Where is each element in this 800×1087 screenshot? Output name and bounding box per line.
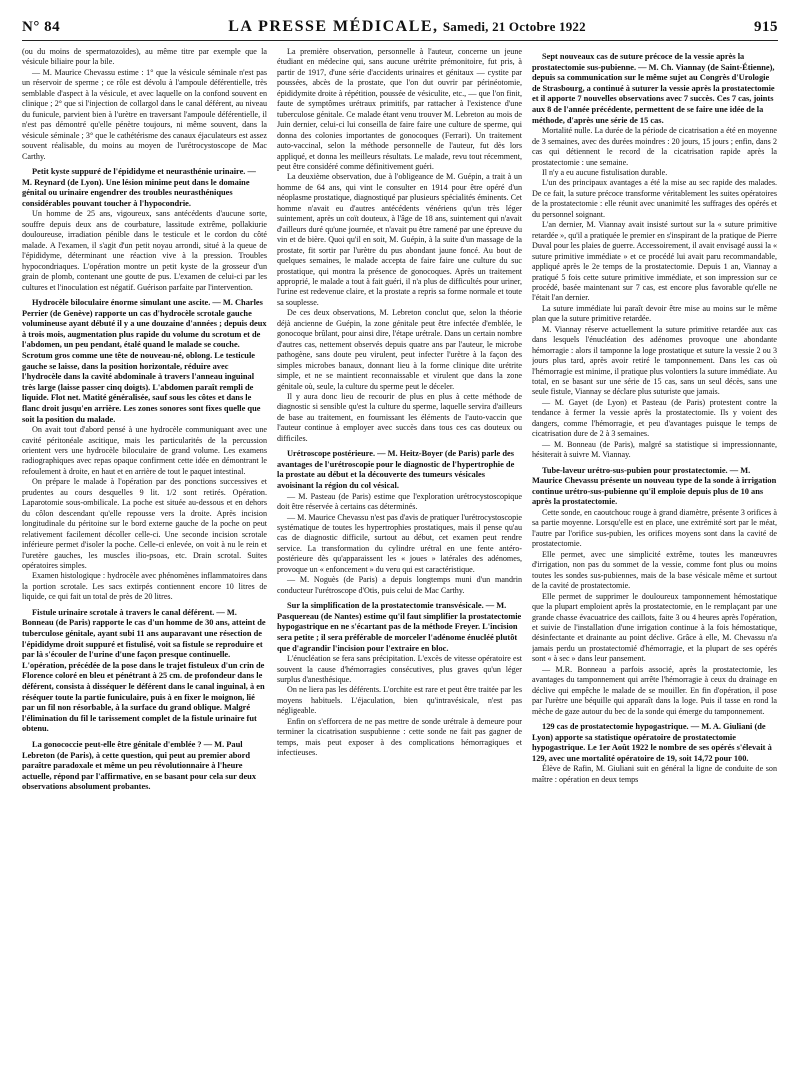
issue-number: N° 84 <box>22 19 61 35</box>
section-heading-paragraph: Fistule urinaire scrotale à travers le canal déférent. — M. Bonneau (de Paris) rapporte le cas d'un homme de 30 ans, atteint de tuberculose génitale, ayant subi 11 ans auparavant une résection de l'épididyme droit suppuré et fistulisé, voit sa fistule se reproduire et par là s'écouler de l'urine d'une façon presque continuelle. L'opération, précédée de la pose dans le trajet fistuleux d'un crin de Florence coloré en bleu et pénétrant à 25 cm. de profondeur dans le déférent, consista à disséquer le déférent dans le canal inguinal, à en réséquer toute la partie funiculaire, puis à en fixer le moignon, lié par un fil non résorbable, à la surface du grand oblique. Malgré l'élimination du fil le tarissement complet de la fistule urinaire fut obtenu. <box>22 607 266 734</box>
paragraph: Il n'y a eu aucune fistulisation durable. <box>542 167 668 177</box>
paragraph: — M.R. Bonneau a parfois associé, après la prostatectomie, les avantages du tamponnement qui arrête l'hémorragie à ceux du drainage en déclive qui empêche le malade de se mouiller. En fin d'opération, il pose par l'urètre une béquille qui apparaît dans la loge. Puis il tasse en rond la mèche de gaze autour du bec de la sonde qui émerge du tamponnement. <box>532 664 777 716</box>
masthead <box>22 18 778 41</box>
page-number: 915 <box>753 19 778 35</box>
paragraph: On ne liera pas les déférents. L'orchite est rare et peut être traitée par les moyens habituels. L'éjaculation, bien qu'intravésicale, n'est pas négligeable. <box>277 685 522 716</box>
section-heading-paragraph: Petit kyste suppuré de l'épididyme et neurasthénie urinaire. — M. Reynard (de Lyon). Une lésion minime peut dans le domaine génital ou urinaire engendrer des troubles neurasthéniques considérables pouvant toucher à l'hypocondrie. <box>22 166 256 208</box>
section-heading-paragraph: La gonococcie peut-elle être génitale d'emblée ? — M. Paul Lebreton (de Paris), à cette question, qui peut au premier abord paraître paradoxale et même un peu révolutionnaire à l'heure actuelle, répond par l'affirmative, en se basant pour cela sur deux observations absolument probantes. <box>22 739 257 792</box>
paragraph: On avait tout d'abord pensé à une hydrocèle communiquant avec une cavité péritonéale ascitique, mais les particularités de la percussion orientent vers une hydrocèle biloculaire de grand volume. Les examens radiographiques avec repas opaque confirment cette idée en démontrant le refoulement à droite, en haut et en arrière de tout le paquet intestinal. <box>22 425 267 476</box>
paragraph: — M. Maurice Chevassu estime : 1° que la vésicule séminale n'est pas un réservoir de sperme ; ce rôle est dévolu à l'ampoule déférentielle, très semblable d'aspect à la vésicule, et avec laquelle on la confond souvent en clinique ; 2° que si l'injection de collargol dans le canal déférent, au niveau du funicule, parvient bien à l'urètre en traversant l'ampoule déférentielle, il n'est pas démontré qu'elle pénètre toujours, ni même souvent, dans la vésicule séminale ; 3° que le cathétérisme des canaux éjaculateurs est assez souvent réalisable, du moins au moyen de l'urétrocystoscope de Mac Carthy. <box>22 67 267 161</box>
paragraph: Mortalité nulle. La durée de la période de cicatrisation a été en moyenne de 3 semaines, avec des durées moindres : 20 jours, 15 jours ; enfin, dans 2 cas qui détiennent le record de la cicatrisation rapide après la prostatectomie : une semaine. <box>532 126 777 167</box>
column-2 <box>277 47 522 1087</box>
issue-date: Samedi, 21 Octobre 1922 <box>442 19 586 34</box>
paragraph: — M. Pasteau (de Paris) estime que l'exploration urétrocystoscopique doit être réservée à certains cas déterminés. <box>277 491 522 512</box>
section-heading-paragraph: Hydrocèle biloculaire énorme simulant une ascite. — M. Charles Perrier (de Genève) rapporte un cas d'hydrocèle scrotale gauche volumineuse ayant débuté il y a une douzaine d'années ; depuis deux à trois mois, augmentation plus rapide du volume du scrotum et de l'abdomen, un peu pendant, étalé quand le malade se couche. Scrotum gros comme une tête de nouveau-né, oblong. Le testicule gauche se laisse, dans la position horizontale, réduire avec l'hydrocèle dans la cavité abdominale à travers l'anneau inguinal très large (laisse passer cinq doigts). L'abdomen paraît rempli de liquide. Flot net. Matité généralisée, sauf sous les côtes et dans le flanc droit jusqu'en arrière. Les zones sonores sont fixes quelle que soit la position du malade. <box>22 297 267 424</box>
paragraph: — M. Noguès (de Paris) a depuis longtemps muni d'un mandrin conducteur l'urétroscope d'Otis, puis celui de Mac Carthy. <box>277 575 522 595</box>
paragraph: — M. Bonneau (de Paris), malgré sa statistique si impressionnante, hésiterait à suivre M. Viannay. <box>532 439 777 460</box>
paragraph: Enfin on s'efforcera de ne pas mettre de sonde urétrale à demeure pour terminer la cicatrisation suspubienne : cette sonde ne fait pas gagner de temps, mais peut exposer à des complications hémorragiques et infectieuses. <box>277 716 522 758</box>
paragraph: Elle permet de supprimer le douloureux tamponnement hémostatique que la plupart emploient après la prostatectomie, en le remplaçant par une grande chasse évacuatrice des caillots, faite 3 ou 4 heures après l'opération, et suivie de l'installation d'une irrigation continue à la fois hémostatique, désinfectante et drainante au point déclive. Grâce à elle, M. Chevassu n'a jamais perdu un prostatectomié d'hémorragie, et la plupart de ses opérés sont « à sec » dans leur pansement. <box>532 591 777 664</box>
paragraph: Elle permet, avec une simplicité extrême, toutes les manœuvres d'irrigation, non pas du sommet de la vessie, comme font plus ou moins toutes les sondes sus-pubiennes, mais de la base vésicale même et surtout de la cavité de prostatectomie. <box>532 549 777 591</box>
paragraph: — M. Maurice Chevassu n'est pas d'avis de pratiquer l'urétrocystoscopie systématique de toutes les hypertrophies prostatiques, mais il pense qu'au cas de diagnostic difficile, surtout au début, cet examen peut rendre service. La transformation du cylindre urétral en une fente antéro-postérieure dès qu'apparaissent les « joues » latérales des adénomes, provoque un « enfoncement » du veru qui est caractéristique. <box>277 512 522 574</box>
paragraph: Élève de Rafin, M. Giuliani suit en général la ligne de conduite de son maître : opération en deux temps <box>532 764 777 784</box>
paragraph: L'énucléation se fera sans précipitation. L'excès de vitesse opératoire est souvent la cause d'hémorragies consécutives, plus graves qu'un léger surplus d'anesthésique. <box>277 654 522 684</box>
masthead-center <box>228 18 586 36</box>
paragraph: Un homme de 25 ans, vigoureux, sans antécédents d'aucune sorte, souffre depuis deux ans de courbature, lassitude extrême, pollakiurie douloureuse, irradiation pénible dans le testicule et le cordon du côté malade. A l'examen, il s'agit d'un petit noyau arrondi, situé à la queue de l'épididyme, déterminant une réaction vive à la pression. Troubles hypocondriaques. L'opération montre un petit kyste de la grosseur d'un grain de plomb, contenant une goutte de pus. L'examen de celui-ci par les cultures et l'inoculation est négatif. Guérison parfaite par l'intervention. <box>22 209 267 292</box>
paragraph: — M. Gayet (de Lyon) et Pasteau (de Paris) protestent contre la tendance à fermer la vessie après la prostatectomie. Ils y voient des dangers, comme l'hémorragie, et peu d'avantages puisque le temps de cicatrisation dure de 2 à 3 semaines. <box>532 397 777 439</box>
paragraph: Il y aura donc lieu de recourir de plus en plus à cette méthode de diagnostic si sensible qu'est la culture du sperme, laquelle servira d'ailleurs de base au traitement, en fournissant les éléments de l'auto-vaccin que l'auteur continue à employer avec succès dans tous ces cas douteux ou difficiles. <box>277 391 522 443</box>
paragraph: L'un des principaux avantages a été la mise au sec rapide des malades. De ce fait, la suture précoce transforme véritablement les suites opératoires de la prostatectomie : elle réunit avec unanimité les suffrages des opérés et du personnel soignant. <box>532 178 777 219</box>
paragraph: La suture immédiate lui paraît devoir être mise au moins sur le même plan que la suture primitive retardée. <box>532 303 777 324</box>
paragraph: On prépare le malade à l'opération par des ponctions successives et prudentes au cours desquelles 9 lit. 1/2 sont retirés. Opération. Laparotomie sous-ombilicale. La poche est située au-dessous et en dehors du côlon descendant qu'elle repousse vers la droite. Après incision longitudinale du péritoine sur le bord externe gauche de la poche on peut relativement facilement décoller celle-ci. Une seconde incision scrotale inférieure permet d'isoler la poche. Celle-ci enlevée, on voit à nu le rein et l'uretère gauches, les muscles ilio-psoas, etc. Drain scrotal. Suites opératoires simples. <box>22 477 267 570</box>
paragraph: L'an dernier, M. Viannay avait insisté surtout sur la « suture primitive retardée », qu'il a pratiquée le premier en s'inspirant de la pratique de Pierre Duval pour les plaies de guerre. Accessoirement, il avait envisagé aussi la « suture primitive immédiate » et ce procédé lui avait paru recommandable, appliqué après le 2e temps de la prostatectomie. Depuis 1 an, Viannay a pratiqué 5 fois cette suture primitive immédiate, et son impression sur ce procédé, basée maintenant sur 7 cas, est encore plus favorable qu'elle ne l'était l'an dernier. <box>532 220 777 303</box>
column-1 <box>22 47 267 1087</box>
section-heading-paragraph: Tube-laveur urétro-sus-pubien pour prostatectomie. — M. Maurice Chevassu présente un nouveau type de la sonde à irrigation continue urétro-sus-pubienne qu'il emploie depuis plus de 10 ans après la prostatectomie. <box>532 465 777 507</box>
section-heading-paragraph: Sur la simplification de la prostatectomie transvésicale. — M. Pasquereau (de Nantes) estime qu'il faut simplifier la prostatectomie hypogastrique en ne s'écartant pas de la méthode Freyer. L'incision sera petite ; il sera préférable de morceler l'adénome énucléé plutôt que d'agrandir l'incision pour l'extraire en bloc. <box>277 601 522 653</box>
paragraph: (ou du moins de spermatozoïdes), au même titre par exemple que la vésicule biliaire pour la bile. <box>22 47 267 67</box>
paragraph: M. Viannay réserve actuellement la suture primitive retardée aux cas dans lesquels l'énucléation des adénomes provoque une abondante hémorragie : alors il tamponne la loge prostatique et suture la vessie 2 ou 3 jours plus tard, après avoir retiré le tamponnement. Dans les cas où l'hémorragie est minime, il pratique plus volontiers la suture immédiate. Au total, en se basant sur une série de 15 cas, sans un seul décès, sans une seule fistule, Viannay se déclare plus suturiste que jamais. <box>532 324 777 397</box>
section-heading-paragraph: 129 cas de prostatectomie hypogastrique. — M. A. Giuliani (de Lyon) apporte sa statistique opératoire de prostatectomie hypogastrique. Le 1er Août 1922 le nombre de ses opérés s'élevait à 129, avec une mortalité opératoire de 19, soit 14,72 pour 100. <box>532 722 772 763</box>
paragraph: Cette sonde, en caoutchouc rouge à grand diamètre, présente 3 orifices à sa partie moyenne. Lorsqu'elle est en place, une extrémité sort par le méat, l'autre par l'orifice sus-pubien, les orifices moyens sont dans la cavité de prostatectomie. <box>532 508 777 549</box>
paragraph: De ces deux observations, M. Lebreton conclut que, selon la théorie déjà ancienne de Guépin, la zone génitale peut être infectée d'emblée, le gonocoque brûlant, pour ainsi dire, l'étape urétrale. Dans un certain nombre d'autres cas, nettement observés depuis quatre ans par l'auteur, le microbe pathogène, sans doute peu virulent, peut infecter l'urètre à la façon des simples microbes banaux, donnant lieu à la forme clinique dite urétrite simple, et ne se maintient reconnaissable et virulent que dans la zone génitale où, seule, la culture du sperme peut le déceler. <box>277 308 522 391</box>
article-columns <box>22 47 778 1087</box>
paragraph: La première observation, personnelle à l'auteur, concerne un jeune étudiant en médecine qui, sans aucune urétrite prémonitoire, fut pris, à partir de 1917, d'une série d'accidents urinaires et génitaux — cystite par poussées, abcès de la prostate, que l'on dut ouvrir par périnéotomie, épididymite droite à répétition, poussée de vésiculite, etc., — que l'on finit, faute de symptômes urétraux primitifs, par rattacher à l'existence d'une tuberculose génitale. Ce malade étant venu trouver M. Lebreton au mois de Juin dernier, celui-ci lui conseilla de faire faire une culture de sperme, qui donna des colonies importantes de gonocoques (Ferrari). Un traitement auto-vaccinal, selon la méthode personnelle de l'auteur, fut dès lors appliqué, et donna les meilleurs résultats. Le malade, revu tout récemment, peut être considéré comme définitivement guéri. <box>277 47 522 171</box>
section-heading-paragraph: Urétroscope postérieure. — M. Heitz-Boyer (de Paris) parle des avantages de l'urétroscopie pour le diagnostic de l'hypertrophie de la prostate au début et la découverte des tumeurs vésicales avoisinant la région du col vésical. <box>277 449 515 490</box>
column-3 <box>532 47 777 1087</box>
section-heading-paragraph: Sept nouveaux cas de suture précoce de la vessie après la prostatectomie sus-pubienne. — M. Ch. Viannay (de Saint-Étienne), depuis sa communication sur le même sujet au Congrès d'Urologie de Strasbourg, a continué à suturer la vessie après la prostatectomie et il apporte 7 nouvelles observations avec 7 succès. Ces 7 cas, joints aux 8 de l'année précédente, permettent de se faire une idée de la méthode, d'après une série de 15 cas. <box>532 52 775 125</box>
journal-title: LA PRESSE MÉDICALE, <box>228 18 439 35</box>
paragraph: La deuxième observation, due à l'obligeance de M. Guépin, a trait à un homme de 64 ans, qui vint le consulter en 1914 pour être opéré d'un néoplasme prostatique, diagnostiqué par plusieurs spécialités éminents. Cet homme n'avait eu d'autres antécédents vénériens qu'un très léger suintement, après un coït douteux, à l'âge de 18 ans, suintement qui n'avait d'ailleurs duré qu'une journée, et n'avait pu être ramené par une épreuve du vin et de bière. Quoi qu'il en soit, M. Guépin, à la suite d'un massage de la prostate, fit sortir par l'urètre du pus abondant jaune foncé. Au bout de quelques semaines, le malade accepta de faire faire une culture du suc prostatique, qui montra la présence de gonocoques. Après un traitement approprié, le malade a tout à fait guéri, il n'a plus de difficultés pour uriner, l'urine est redevenue claire, et la prostate a repris sa forme normale et toute sa souplesse. <box>277 172 522 307</box>
paragraph: Examen histologique : hydrocèle avec phénomènes inflammatoires dans la portion scrotale. Les sacs extirpés contiennent encore 10 litres de liquide, ce qui fait un total de près de 20 litres. <box>22 571 267 602</box>
